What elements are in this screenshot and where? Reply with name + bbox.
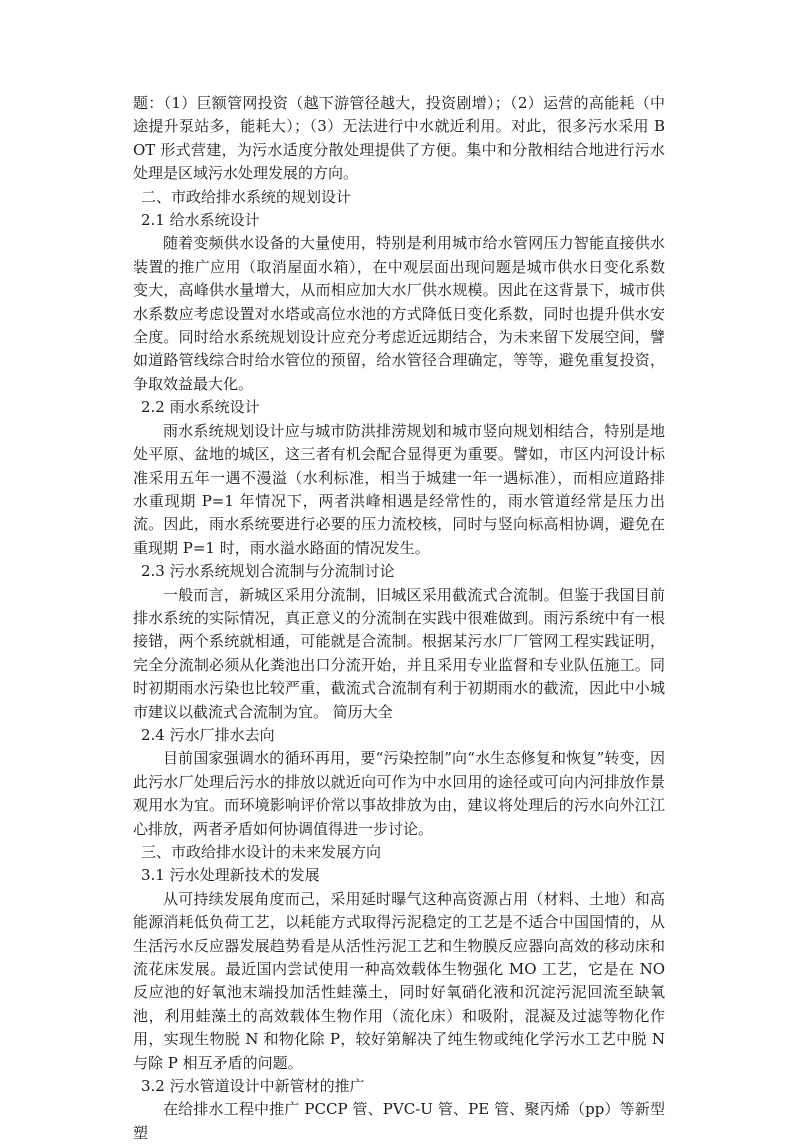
subsection-heading: 3.1 污水处理新技术的发展 xyxy=(141,866,320,885)
document-page xyxy=(133,92,665,1145)
paragraph: 雨水系统规划设计应与城市防洪排涝规划和城市竖向规划相结合，特别是地处平原、盆地的城区，这三者有机会配合显得更为重要。譬如，市区内河设计标准采用五年一遇不漫溢（水利标准，相当于城建一年一遇标准），而相应道路排水重现期 P=1 年情况下，两者洪峰相遇是经常性的，雨水管道经常是压力出流。因此，雨水系统要进行必要的压力流校核，同时与竖向标高相协调，避免在重现期 P=1 时，雨水溢水路面的情况发生。 xyxy=(133,421,665,557)
subsection-heading: 3.2 污水管道设计中新管材的推广 xyxy=(141,1077,365,1096)
paragraph: 从可持续发展角度而己，采用延时曝气这种高资源占用（材料、土地）和高能源消耗低负荷工艺，以耗能方式取得污泥稳定的工艺是不适合中国国情的，从生活污水反应器发展趋势看是从活性污泥工艺和生物膜反应器向高效的移动床和流花床发展。最近国内尝试使用一种高效载体生物强化 MO 工艺，它是在 NO 反应池的好氧池末端投加活性蛙藻土，同时好氧硝化液和沉淀污泥回流至缺氧池，利用蛙藻土的高效载体生物作用（流化床）和吸附，混凝及过滤等物化作用，实现生物脱 N 和物化除 P，较好第解决了纯生物或纯化学污水工艺中脱 N 与除 P 相互矛盾的问题。 xyxy=(133,889,665,1072)
subsection-heading: 2.1 给水系统设计 xyxy=(141,211,260,230)
paragraph: 在给排水工程中推广 PCCP 管、PVC-U 管、PE 管、聚丙烯（pp）等新型塑 xyxy=(133,1100,665,1142)
section-heading: 三、市政给排水设计的未来发展方向 xyxy=(141,843,382,861)
paragraph: 随着变频供水设备的大量使用，特别是利用城市给水管网压力智能直接供水装置的推广应用（取消屋面水箱），在中观层面出现问题是城市供水日变化系数变大，高峰供水量增大，从而相应加大水厂供水规模。因此在这背景下，城市供水系数应考虑设置对水塔或高位水池的方式降低日变化系数，同时也提升供水安全度。同时给水系统规划设计应充分考虑近远期结合，为未来留下发展空间，譬如道路管线综合时给水管位的预留，给水管径合理确定，等等，避免重复投资，争取效益最大化。 xyxy=(133,234,665,393)
subsection-heading: 2.3 污水系统规划合流制与分流制讨论 xyxy=(141,562,395,581)
paragraph: 题：（1）巨额管网投资（越下游管径越大，投资剧增）；（2）运营的高能耗（中途提升泵站多，能耗大）；（3）无法进行中水就近利用。对此，很多污水采用 BOT 形式营建，为污水适度分散处理提供了方便。集中和分散相结合地进行污水处理是区域污水处理发展的方向。 xyxy=(133,94,665,183)
section-heading: 二、市政给排水系统的规划设计 xyxy=(141,187,352,206)
subsection-heading: 2.4 污水厂排水去向 xyxy=(141,725,275,744)
subsection-heading: 2.2 雨水系统设计 xyxy=(141,398,260,417)
paragraph: 一般而言，新城区采用分流制，旧城区采用截流式合流制。但鉴于我国目前排水系统的实际情况，真正意义的分流制在实践中很难做到。雨污系统中有一根接错，两个系统就相通，可能就是合流制。根据某污水厂厂管网工程实践证明，完全分流制必须从化粪池出口分流开始，并且采用专业监督和专业队伍施工。同时初期雨水污染也比较严重，截流式合流制有利于初期雨水的截流，因此中小城市建议以截流式合流制为宜。 简历大全 xyxy=(133,585,665,721)
paragraph: 目前国家强调水的循环再用，要“污染控制”向“水生态修复和恢复”转变，因此污水厂处理后污水的排放以就近向可作为中水回用的途径或可向内河排放作景观用水为宜。而环境影响评价常以事故排放为由，建议将处理后的污水向外江江心排放，两者矛盾如何协调值得进一步讨论。 xyxy=(133,749,665,838)
